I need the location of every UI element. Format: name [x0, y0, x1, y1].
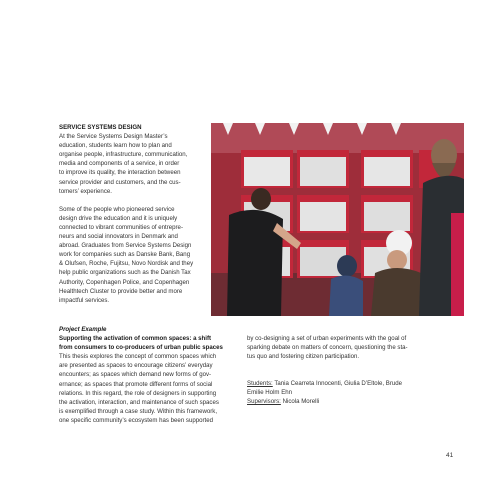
text-line: is exemplified through a case study. Within this framework, — [59, 407, 218, 415]
text-line: are presented as spaces to encourage citizens’ everyday — [59, 362, 213, 370]
section-heading: SERVICE SYSTEMS DESIGN — [59, 124, 142, 131]
text-line: work for companies such as Danske Bank, Bang — [59, 251, 191, 259]
text-line: tomers’ experience. — [59, 187, 112, 195]
text-line: At the Service Systems Design Master’s — [59, 133, 168, 141]
text-line: neurs and social innovators in Denmark and — [59, 233, 178, 241]
text-line: abroad. Graduates from Service Systems Design — [59, 242, 192, 250]
credits — [247, 379, 447, 406]
supervisors-label: Supervisors: — [247, 398, 281, 406]
text-line: encounters; as spaces which demand new forms of gov- — [59, 371, 212, 379]
project-example — [59, 325, 241, 425]
text-line: organise people, infrastructure, communication, — [59, 151, 188, 159]
project-title-line: from consumers to co-producers of urban public spaces — [59, 344, 223, 352]
project-label: Project Example — [59, 326, 107, 333]
text-line: Healthtech Cluster to provide better and more — [59, 287, 183, 295]
supervisors-line — [247, 397, 447, 406]
text-line: media and components of a service, in order — [59, 160, 180, 168]
text-line: to improve its quality, the interaction between — [59, 169, 181, 177]
text-line: relations. In this regard, the role of designers in supporting — [59, 389, 217, 397]
text-line: This thesis explores the concept of common spaces which — [59, 353, 217, 361]
text-line: sparking debate on matters of concern, questioning the sta- — [247, 344, 408, 352]
intro-paragraph-1 — [59, 132, 209, 196]
intro-paragraph-2 — [59, 205, 209, 305]
supervisors-names: Nicola Morelli — [282, 398, 320, 406]
text-line: tus quo and fostering citizen participation. — [247, 353, 360, 361]
text-line: impactful services. — [59, 296, 110, 304]
text-line: ernance; as spaces that promote different forms of social — [59, 380, 213, 388]
students-names-cont: Emilie Holm Ehn — [247, 389, 293, 397]
text-line: one specific community’s ecosystem has been supported — [59, 416, 214, 424]
text-line: Authority, Copenhagen Police, and Copenhagen — [59, 278, 190, 286]
intro-column — [59, 123, 209, 305]
students-names: Tania Cearreta Innocenti, Giulia D’Eltole, Brude — [274, 380, 403, 388]
project-photo — [211, 123, 464, 316]
text-line: Some of the people who pioneered service — [59, 205, 175, 213]
students-label: Students: — [247, 380, 273, 388]
text-line: connected to vibrant communities of entrepre- — [59, 223, 183, 231]
text-line: help public organizations such as the Danish Tax — [59, 269, 191, 277]
students-line — [247, 379, 447, 388]
text-line: design drive the education and it is uniquely — [59, 214, 178, 222]
text-line: by co-designing a set of urban experiments with the goal of — [247, 335, 407, 342]
text-line: service provider and customers, and the cus- — [59, 178, 181, 186]
text-line: education, students learn how to plan and — [59, 142, 172, 150]
project-continued — [247, 334, 447, 407]
project-title-line: Supporting the activation of common spaces: a shift — [59, 335, 212, 343]
text-line: the activation, interaction, and maintenance of such spaces — [59, 398, 219, 406]
page-number: 41 — [446, 452, 454, 459]
text-line: & Olufsen, Roche, Fujitsu, Novo Nordisk and they — [59, 260, 194, 268]
